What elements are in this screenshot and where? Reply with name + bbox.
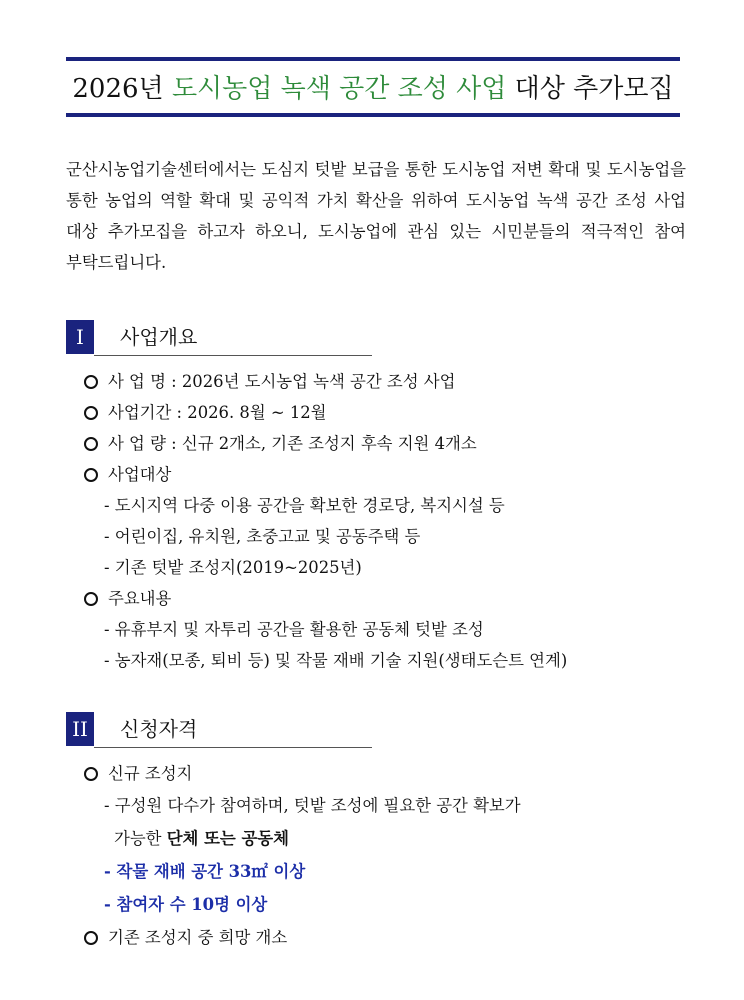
eligible-entity-emphasis: 단체 또는 공동체 bbox=[166, 829, 289, 848]
section-2-body bbox=[84, 758, 704, 954]
section-1-heading bbox=[66, 320, 372, 356]
sub-list-item: - 기존 텃밭 조성지(2019~2025년) bbox=[104, 558, 362, 577]
title-bottom-rule bbox=[66, 113, 680, 117]
title-suffix: 대상 추가모집 bbox=[506, 74, 674, 104]
list-item: 기존 조성지 중 희망 개소 bbox=[84, 921, 704, 954]
section-1-number: I bbox=[66, 320, 94, 354]
circle-bullet-icon bbox=[84, 406, 98, 420]
sub-list-item: - 농자재(모종, 퇴비 등) 및 작물 재배 기술 지원(생태도슨트 연계) bbox=[104, 651, 568, 670]
circle-bullet-icon bbox=[84, 437, 98, 451]
circle-bullet-icon bbox=[84, 931, 98, 945]
participant-requirement: - 참여자 수 10명 이상 bbox=[104, 895, 268, 914]
section-2-number: II bbox=[66, 712, 94, 746]
section-2-heading bbox=[66, 712, 372, 748]
section-2-underline bbox=[94, 747, 372, 748]
title-year: 2026년 bbox=[72, 74, 172, 104]
circle-bullet-icon bbox=[84, 767, 98, 781]
circle-bullet-icon bbox=[84, 375, 98, 389]
list-item: 주요내용 bbox=[84, 583, 704, 614]
list-item: 사 업 량 : 신규 2개소, 기존 조성지 후속 지원 4개소 bbox=[84, 428, 704, 459]
section-1-title: 사업개요 bbox=[120, 325, 198, 349]
list-item: 신규 조성지 bbox=[84, 758, 704, 789]
section-1-underline bbox=[94, 355, 372, 356]
list-item: 사업대상 bbox=[84, 459, 704, 490]
circle-bullet-icon bbox=[84, 592, 98, 606]
section-1-body bbox=[84, 366, 704, 676]
list-item: 사업기간 : 2026. 8월 ~ 12월 bbox=[84, 397, 704, 428]
area-requirement: - 작물 재배 공간 33㎡ 이상 bbox=[104, 862, 306, 881]
intro-paragraph: 군산시농업기술센터에서는 도심지 텃밭 보급을 통한 도시농업 저변 확대 및 도시농업을 통한 농업의 역할 확대 및 공익적 가치 확산을 위하여 도시농업 녹색 공간 조성 사업 대상 추가모집을 하고자 하오니, 도시농업에 관심 있는 시민분들의 적극적인 참여 부탁드립니다. bbox=[66, 160, 686, 272]
section-2-title: 신청자격 bbox=[120, 717, 198, 741]
sub-list-item: - 어린이집, 유치원, 초중고교 및 공동주택 등 bbox=[104, 527, 421, 546]
circle-bullet-icon bbox=[84, 468, 98, 482]
sub-list-item: - 유휴부지 및 자투리 공간을 활용한 공동체 텃밭 조성 bbox=[104, 620, 484, 639]
sub-list-item: - 도시지역 다중 이용 공간을 확보한 경로당, 복지시설 등 bbox=[104, 496, 505, 515]
document-title bbox=[66, 68, 680, 110]
title-project-name: 도시농업 녹색 공간 조성 사업 bbox=[171, 74, 507, 104]
title-top-rule bbox=[66, 57, 680, 61]
sub-list-item-continuation: 가능한 단체 또는 공동체 bbox=[114, 829, 289, 848]
list-item: 사 업 명 : 2026년 도시농업 녹색 공간 조성 사업 bbox=[84, 366, 704, 397]
sub-list-item: - 구성원 다수가 참여하며, 텃밭 조성에 필요한 공간 확보가 bbox=[104, 796, 521, 815]
